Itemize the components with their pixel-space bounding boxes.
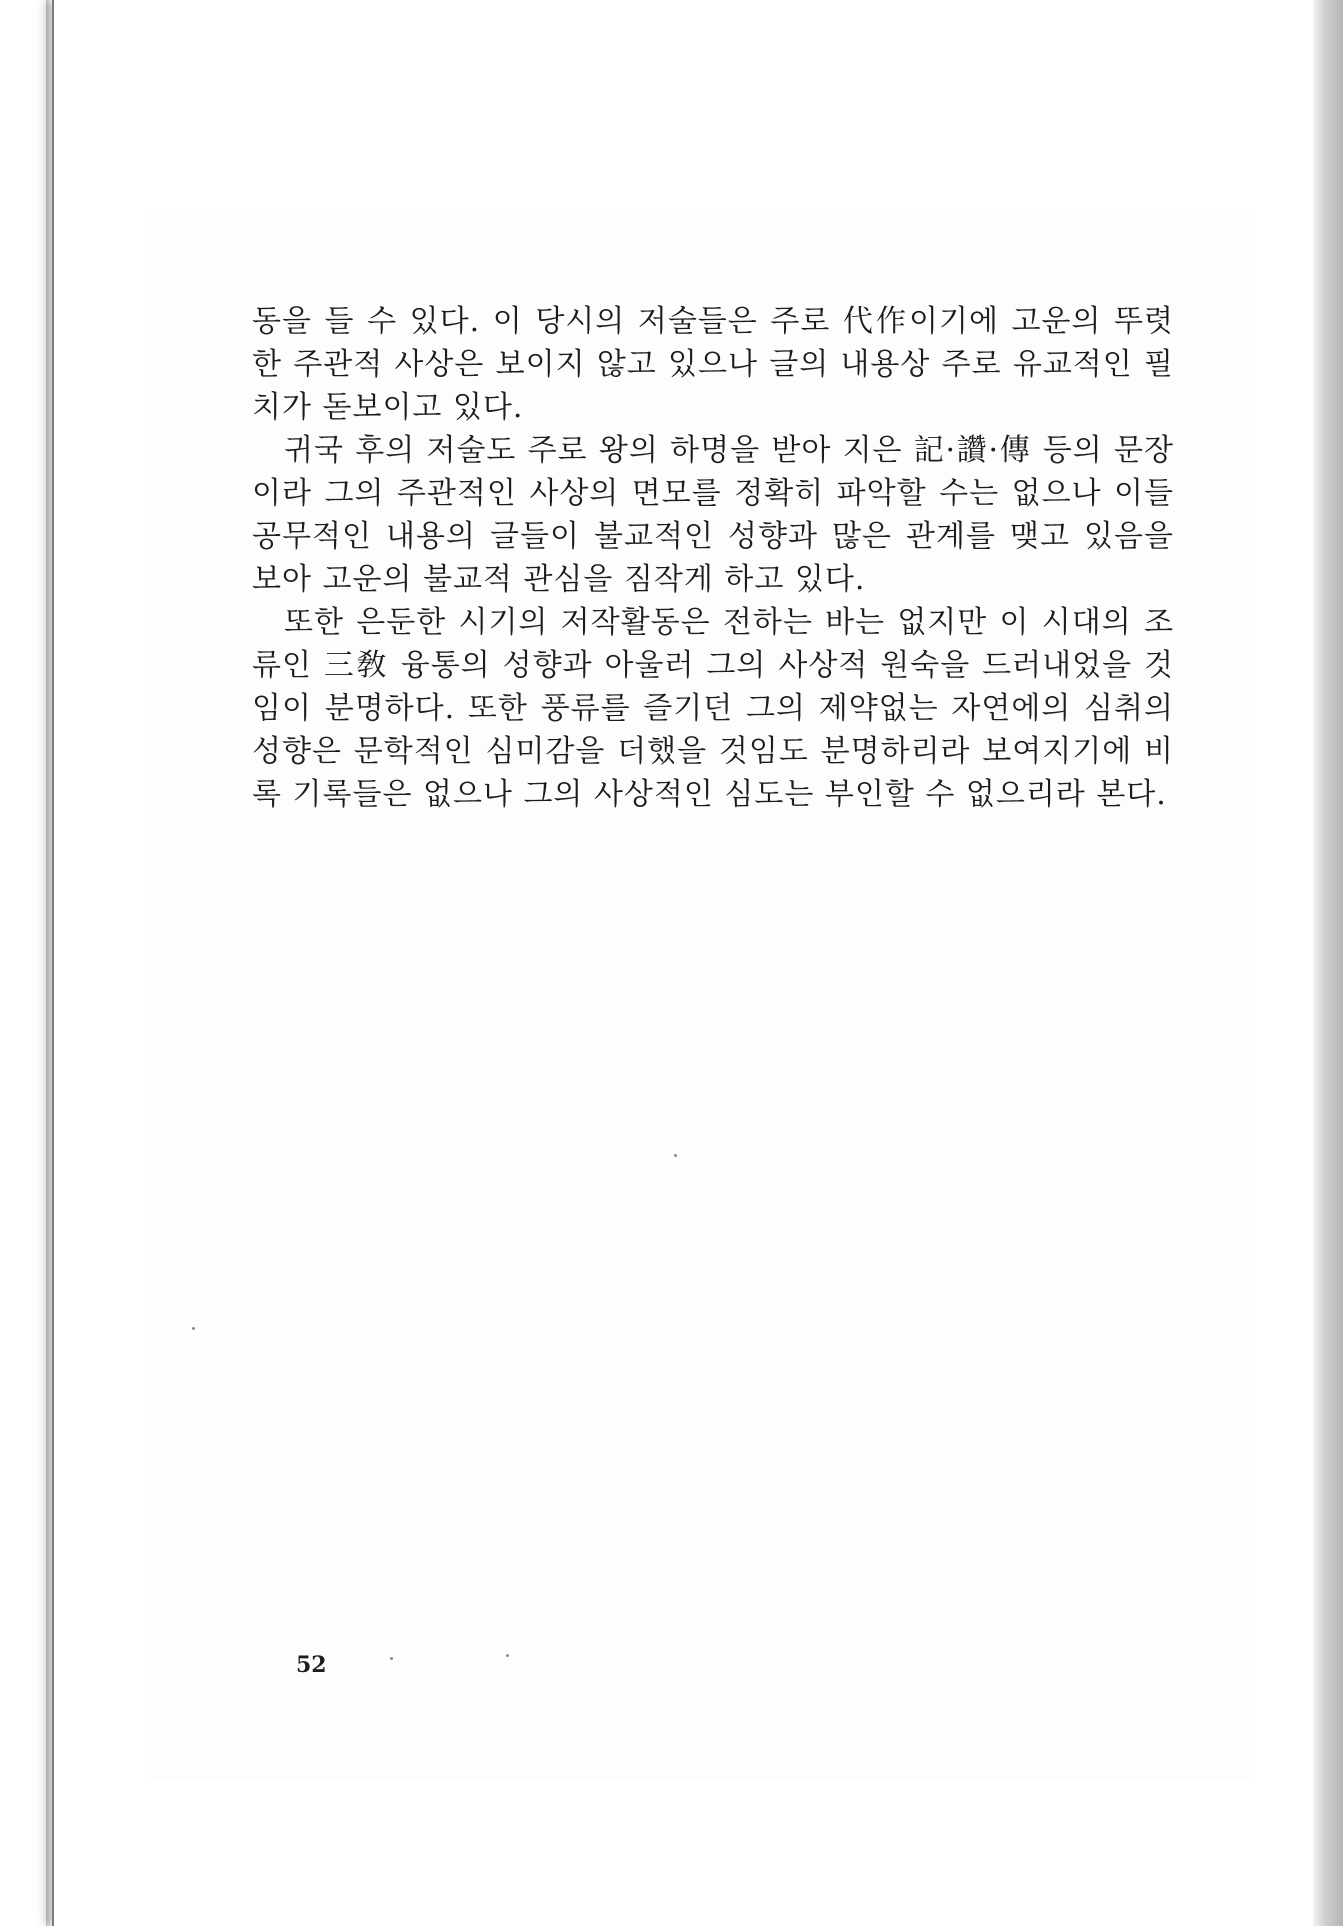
scan-speck [506, 1654, 509, 1657]
paragraph-3: 또한 은둔한 시기의 저작활동은 전하는 바는 없지만 이 시대의 조류인 三敎 융통의 성향과 아울러 그의 사상적 원숙을 드러내었을 것임이 분명하다. 또한 풍류를 즐기던 그의 제약없는 자연에의 심취의 성향은 문학적인 심미감을 더했을 것임도 분명하리라 보여지기에 비록 기록들은 없으나 그의 사상적인 심도는 부인할 수 없으리라 본다. [252, 605, 1174, 812]
page-number: 52 [296, 1652, 327, 1678]
page-stack-edge [46, 0, 50, 1926]
body-text [252, 300, 1174, 816]
paragraph-2: 귀국 후의 저술도 주로 왕의 하명을 받아 지은 記·讚·傳 등의 문장이라 그의 주관적인 사상의 면모를 정확히 파악할 수는 없으나 이들 공무적인 내용의 글들이 불교적인 성향과 많은 관계를 맺고 있음을 보아 고운의 불교적 관심을 짐작게 하고 있다. [252, 433, 1174, 597]
page-right-shadow [1313, 0, 1343, 1926]
scan-speck [390, 1657, 393, 1660]
scan-speck [674, 1154, 677, 1157]
paragraph-1: 동을 들 수 있다. 이 당시의 저술들은 주로 代作이기에 고운의 뚜렷한 주관적 사상은 보이지 않고 있으나 글의 내용상 주로 유교적인 필치가 돋보이고 있다. [252, 304, 1174, 425]
scan-speck [192, 1327, 195, 1330]
